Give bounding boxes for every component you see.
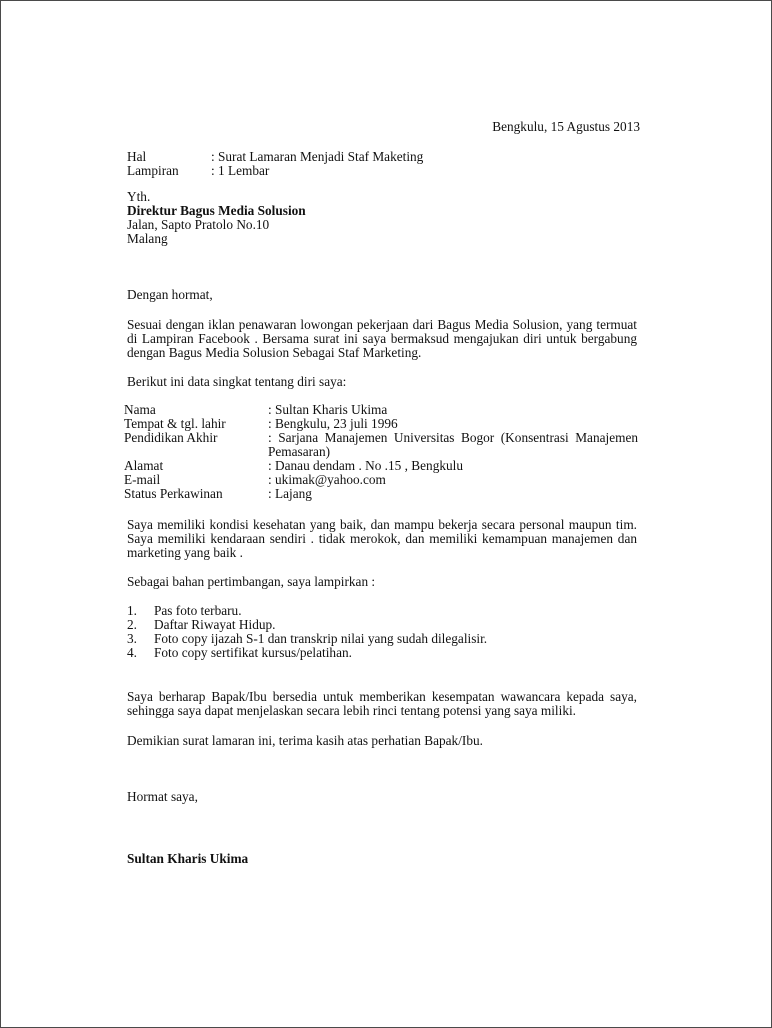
personal-data-label: Tempat & tgl. lahir <box>124 416 226 431</box>
personal-data-label: Pendidikan Akhir <box>124 430 218 445</box>
paragraph-intro: Sesuai dengan iklan penawaran lowongan pekerjaan dari Bagus Media Solusion, yang termuat di Lampiran Facebook . Bersama surat ini saya bermaksud mengajukan diri untuk bergabung dengan Bagus Media Solusion Sebagai Staf Marketing. <box>127 317 637 360</box>
recipient-address-line2: Malang <box>127 231 168 246</box>
personal-data-label: Alamat <box>124 458 164 473</box>
list-item <box>127 604 637 618</box>
subject-value: : Surat Lamaran Menjadi Staf Maketing <box>211 149 424 164</box>
personal-data-value: : Danau dendam . No .15 , Bengkulu <box>268 458 463 473</box>
subject-row <box>127 150 637 164</box>
list-item-number: 1. <box>127 603 137 618</box>
personal-data-value: : Sarjana Manajemen Universitas Bogor (Konsentrasi Manajemen Pemasaran) <box>268 430 638 459</box>
paragraph-qualifications: Saya memiliki kondisi kesehatan yang baik, dan mampu bekerja secara personal maupun tim. Saya memiliki kendaraan sendiri . tidak merokok, dan memiliki kemampuan manajemen dan marketing yang baik . <box>127 517 637 560</box>
list-item-number: 4. <box>127 645 137 660</box>
personal-data-list <box>124 403 638 501</box>
paragraph-interview-request: Saya berharap Bapak/Ibu bersedia untuk memberikan kesempatan wawancara kepada saya, sehingga saya dapat menjelaskan secara lebih rinci tentang potensi yang saya miliki. <box>127 689 637 718</box>
list-item-number: 2. <box>127 617 137 632</box>
recipient-name: Direktur Bagus Media Solusion <box>127 203 306 218</box>
recipient-salutation: Yth. <box>127 189 151 204</box>
subject-label: Hal <box>127 149 147 164</box>
attachments-intro: Sebagai bahan pertimbangan, saya lampirkan : <box>127 574 376 589</box>
list-item <box>127 618 637 632</box>
personal-data-row <box>124 431 638 459</box>
personal-data-row <box>124 459 638 473</box>
personal-data-value: : Sultan Kharis Ukima <box>268 402 388 417</box>
personal-data-label: E-mail <box>124 472 161 487</box>
personal-data-label: Nama <box>124 402 156 417</box>
closing-greeting: Hormat saya, <box>127 789 198 804</box>
opening-greeting: Dengan hormat, <box>127 287 213 302</box>
list-item <box>127 646 637 660</box>
attachment-count-row <box>127 164 637 178</box>
personal-data-value: : Bengkulu, 23 juli 1996 <box>268 416 398 431</box>
list-item-text: Pas foto terbaru. <box>154 603 242 618</box>
letter-body <box>124 119 640 866</box>
personal-data-label: Status Perkawinan <box>124 486 223 501</box>
attachment-count-value: : 1 Lembar <box>211 163 270 178</box>
personal-data-value: : Lajang <box>268 486 312 501</box>
list-item-text: Daftar Riwayat Hidup. <box>154 617 276 632</box>
personal-data-row <box>124 487 638 501</box>
personal-data-value: : ukimak@yahoo.com <box>268 472 386 487</box>
list-item-text: Foto copy ijazah S-1 dan transkrip nilai yang sudah dilegalisir. <box>154 631 488 646</box>
personal-data-row <box>124 417 638 431</box>
list-item-text: Foto copy sertifikat kursus/pelatihan. <box>154 645 352 660</box>
recipient-address-line1: Jalan, Sapto Pratolo No.10 <box>127 217 270 232</box>
paragraph-closing-remark: Demikian surat lamaran ini, terima kasih atas perhatian Bapak/Ibu. <box>127 733 483 748</box>
attachments-list <box>127 604 637 660</box>
list-item-number: 3. <box>127 631 137 646</box>
personal-data-row <box>124 473 638 487</box>
personal-data-row <box>124 403 638 417</box>
signature-name: Sultan Kharis Ukima <box>127 851 249 866</box>
attachment-count-label: Lampiran <box>127 163 179 178</box>
list-item <box>127 632 637 646</box>
personal-data-intro: Berikut ini data singkat tentang diri saya: <box>127 374 347 389</box>
letter-date: Bengkulu, 15 Agustus 2013 <box>492 119 640 134</box>
